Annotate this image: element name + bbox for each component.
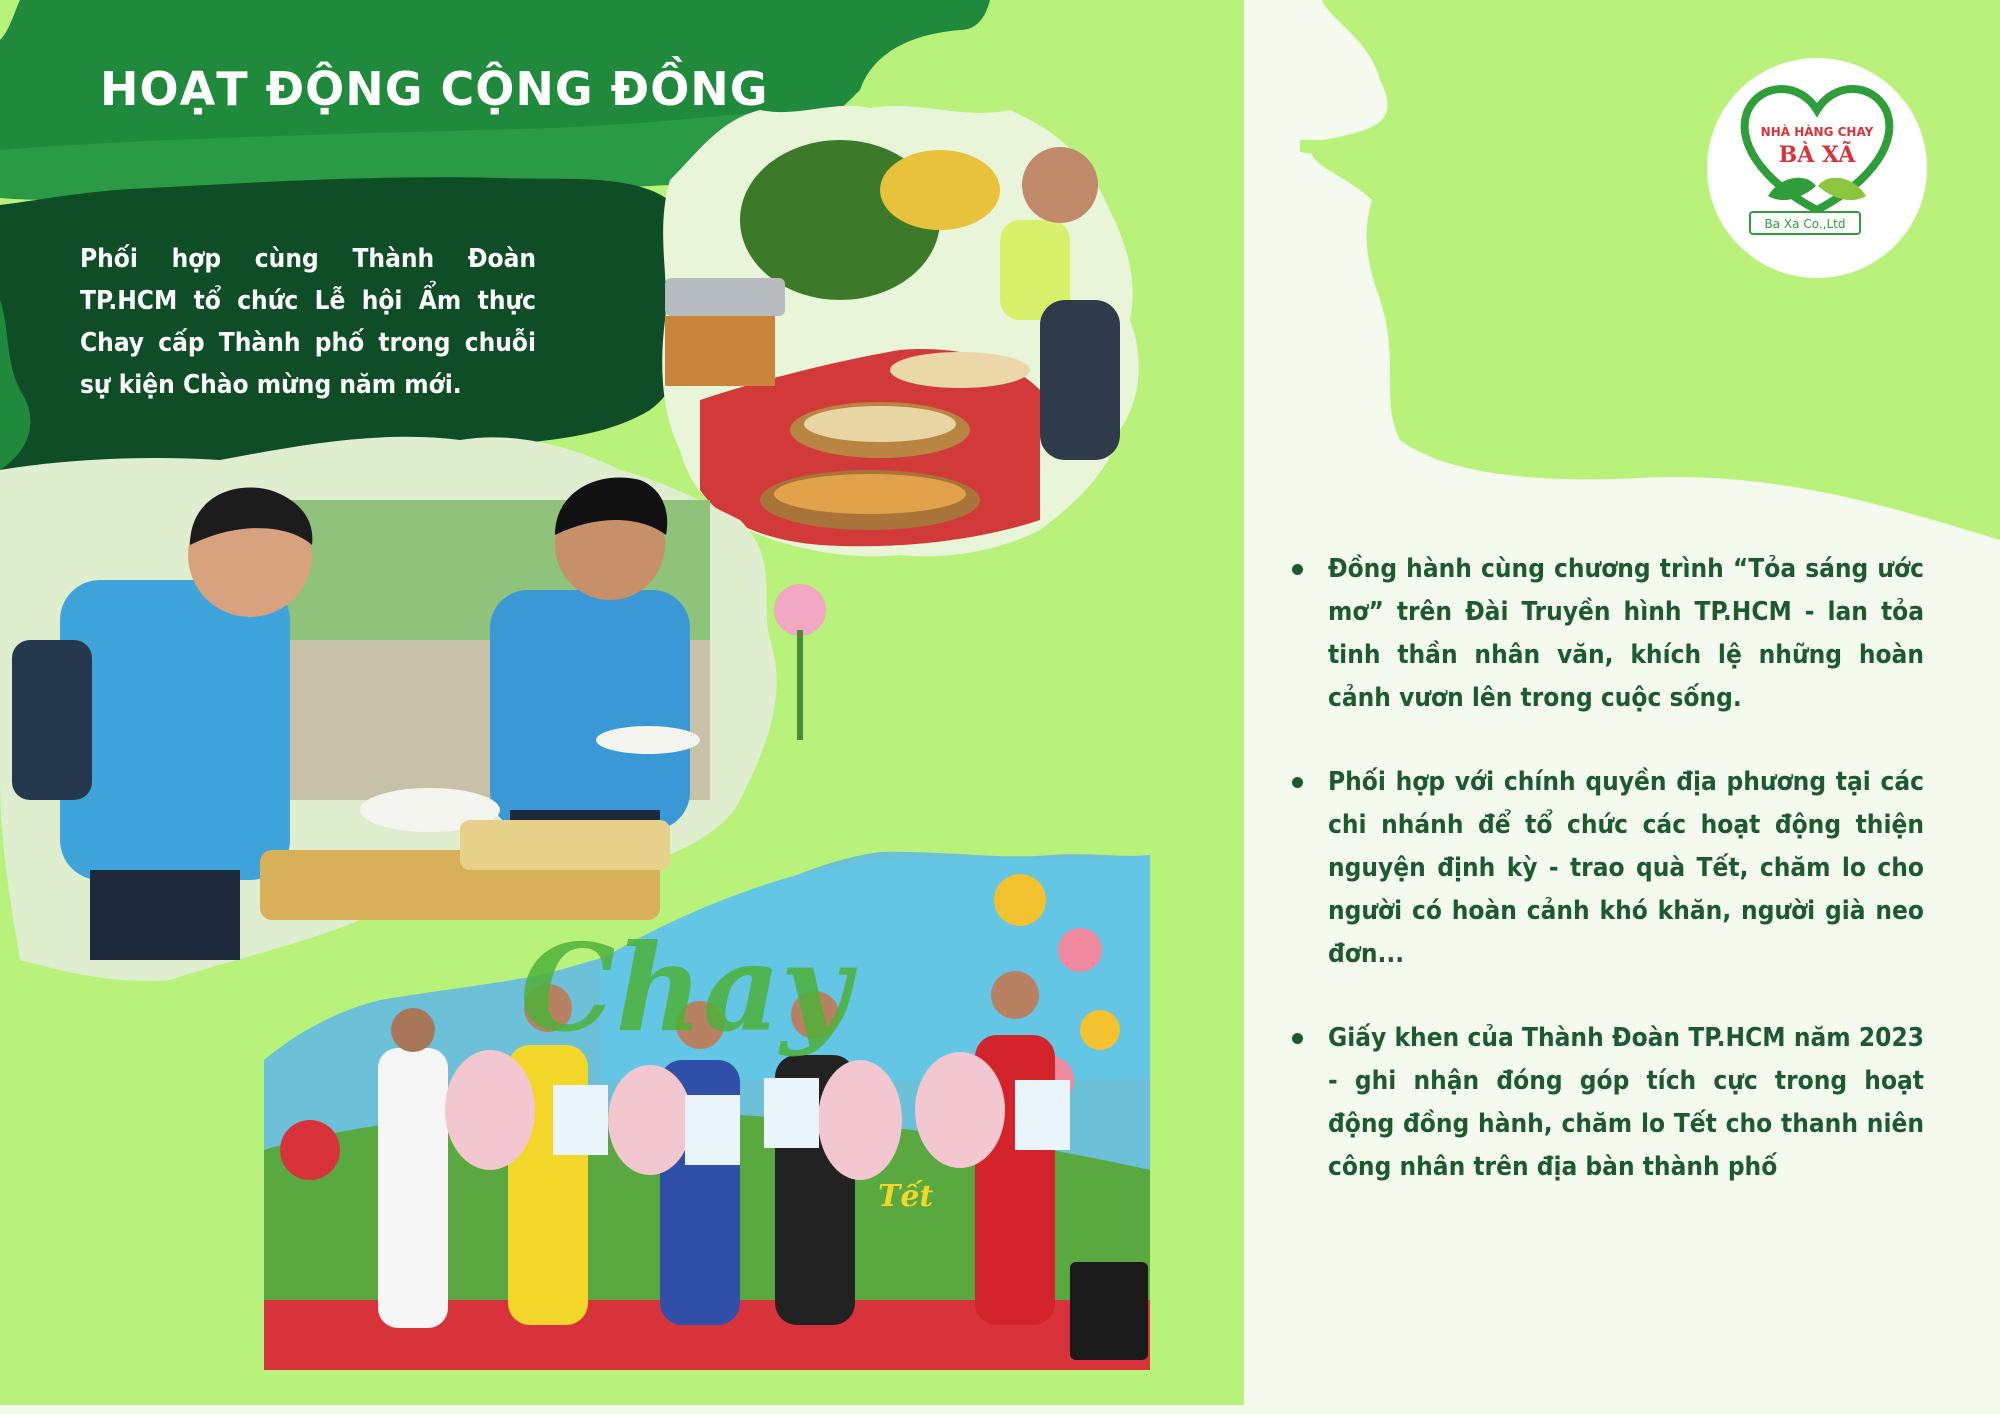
bullet-dot-icon: [1292, 564, 1303, 575]
photo-volunteers-lotus-stem: [797, 630, 803, 740]
photo-stage-bouquet-3: [818, 1060, 902, 1180]
right-panel-brush: [1312, 0, 2000, 540]
bullet-item: [1328, 1017, 1924, 1189]
photo-volunteer-2-body: [490, 590, 690, 830]
photo-stage-certificate-1: [553, 1085, 608, 1155]
photo-stage-bouquet-2: [608, 1065, 692, 1175]
photo-buffet-person-2: [1040, 300, 1120, 460]
brand-logo: [1707, 58, 1927, 278]
photo-volunteers-lotus: [774, 584, 826, 636]
photo-stage-person-1: [378, 1048, 448, 1328]
photo-stage-speaker: [1070, 1262, 1148, 1360]
photo-stage-person-5-head: [991, 971, 1039, 1019]
logo-line1: NHÀ HÀNG CHAY: [1760, 125, 1874, 139]
page-title: HOẠT ĐỘNG CỘNG ĐỒNG: [100, 62, 769, 116]
photo-buffet-stand: [665, 316, 775, 386]
logo-circle: [1707, 58, 1927, 278]
photo-volunteers-plate-2: [596, 726, 700, 754]
photo-buffet-dish-3: [890, 352, 1030, 388]
bullet-dot-icon: [1292, 777, 1303, 788]
photo-stage-bouquet-1: [445, 1050, 535, 1170]
photo-buffet-plant-flowers: [880, 150, 1000, 230]
bullet-item: [1328, 548, 1924, 720]
photo-stage-tet-text: Tết: [878, 1179, 934, 1214]
photo-buffet: [662, 106, 1138, 556]
photo-stage-lantern: [280, 1120, 340, 1180]
bullet-item: [1328, 761, 1924, 976]
photo-stage-blossom-1: [994, 874, 1046, 926]
photo-volunteers-food-tray-2: [460, 820, 670, 870]
photo-buffet-dish-1-food: [804, 406, 956, 442]
photo-volunteer-1-body: [60, 580, 290, 880]
photo-buffet-tray: [665, 278, 785, 316]
photo-stage-certificate-3: [764, 1078, 819, 1148]
logo-line2: BÀ XÃ: [1778, 142, 1856, 168]
bullet-list: [1328, 548, 1924, 1230]
photo-volunteer-1-pants: [90, 870, 240, 960]
intro-text: Phối hợp cùng Thành Đoàn TP.HCM tổ chức Lễ hội Ẩm thực Chay cấp Thành phố trong chuỗi sự kiện Chào mừng năm mới.: [80, 244, 536, 400]
photo-stage-bouquet-4: [915, 1052, 1005, 1168]
bullet-text: Đồng hành cùng chương trình “Tỏa sáng ước mơ” trên Đài Truyền hình TP.HCM - lan tỏa tinh thần nhân văn, khích lệ những hoàn cảnh vươn lên trong cuộc sống.: [1328, 554, 1924, 713]
bullet-text: Giấy khen của Thành Đoàn TP.HCM năm 2023 - ghi nhận đóng góp tích cực trong hoạt động đồng hành, chăm lo Tết cho thanh niên công nhân trên địa bàn thành phố: [1328, 1023, 1924, 1182]
photo-stage-banner-text: Chay: [520, 918, 851, 1059]
bullet-text: Phối hợp với chính quyền địa phương tại các chi nhánh để tổ chức các hoạt động thiện nguyện định kỳ - trao quà Tết, chăm lo cho người có hoàn cảnh khó khăn, người già neo đơn...: [1328, 767, 1924, 969]
photo-stage-blossom-2: [1058, 928, 1102, 972]
photo-volunteer-1-backpack: [12, 640, 92, 800]
photo-stage-blossom-3: [1080, 1010, 1120, 1050]
logo-tagline: Ba Xa Co.,Ltd: [1764, 217, 1846, 231]
photo-stage-certificate-2: [685, 1095, 740, 1165]
photo-stage-certificate-4: [1015, 1080, 1070, 1150]
photo-stage-person-1-head: [391, 1008, 435, 1052]
photo-buffet-dish-2-food: [774, 474, 966, 514]
bullet-dot-icon: [1292, 1033, 1303, 1044]
photo-buffet-person-head: [1022, 147, 1098, 223]
